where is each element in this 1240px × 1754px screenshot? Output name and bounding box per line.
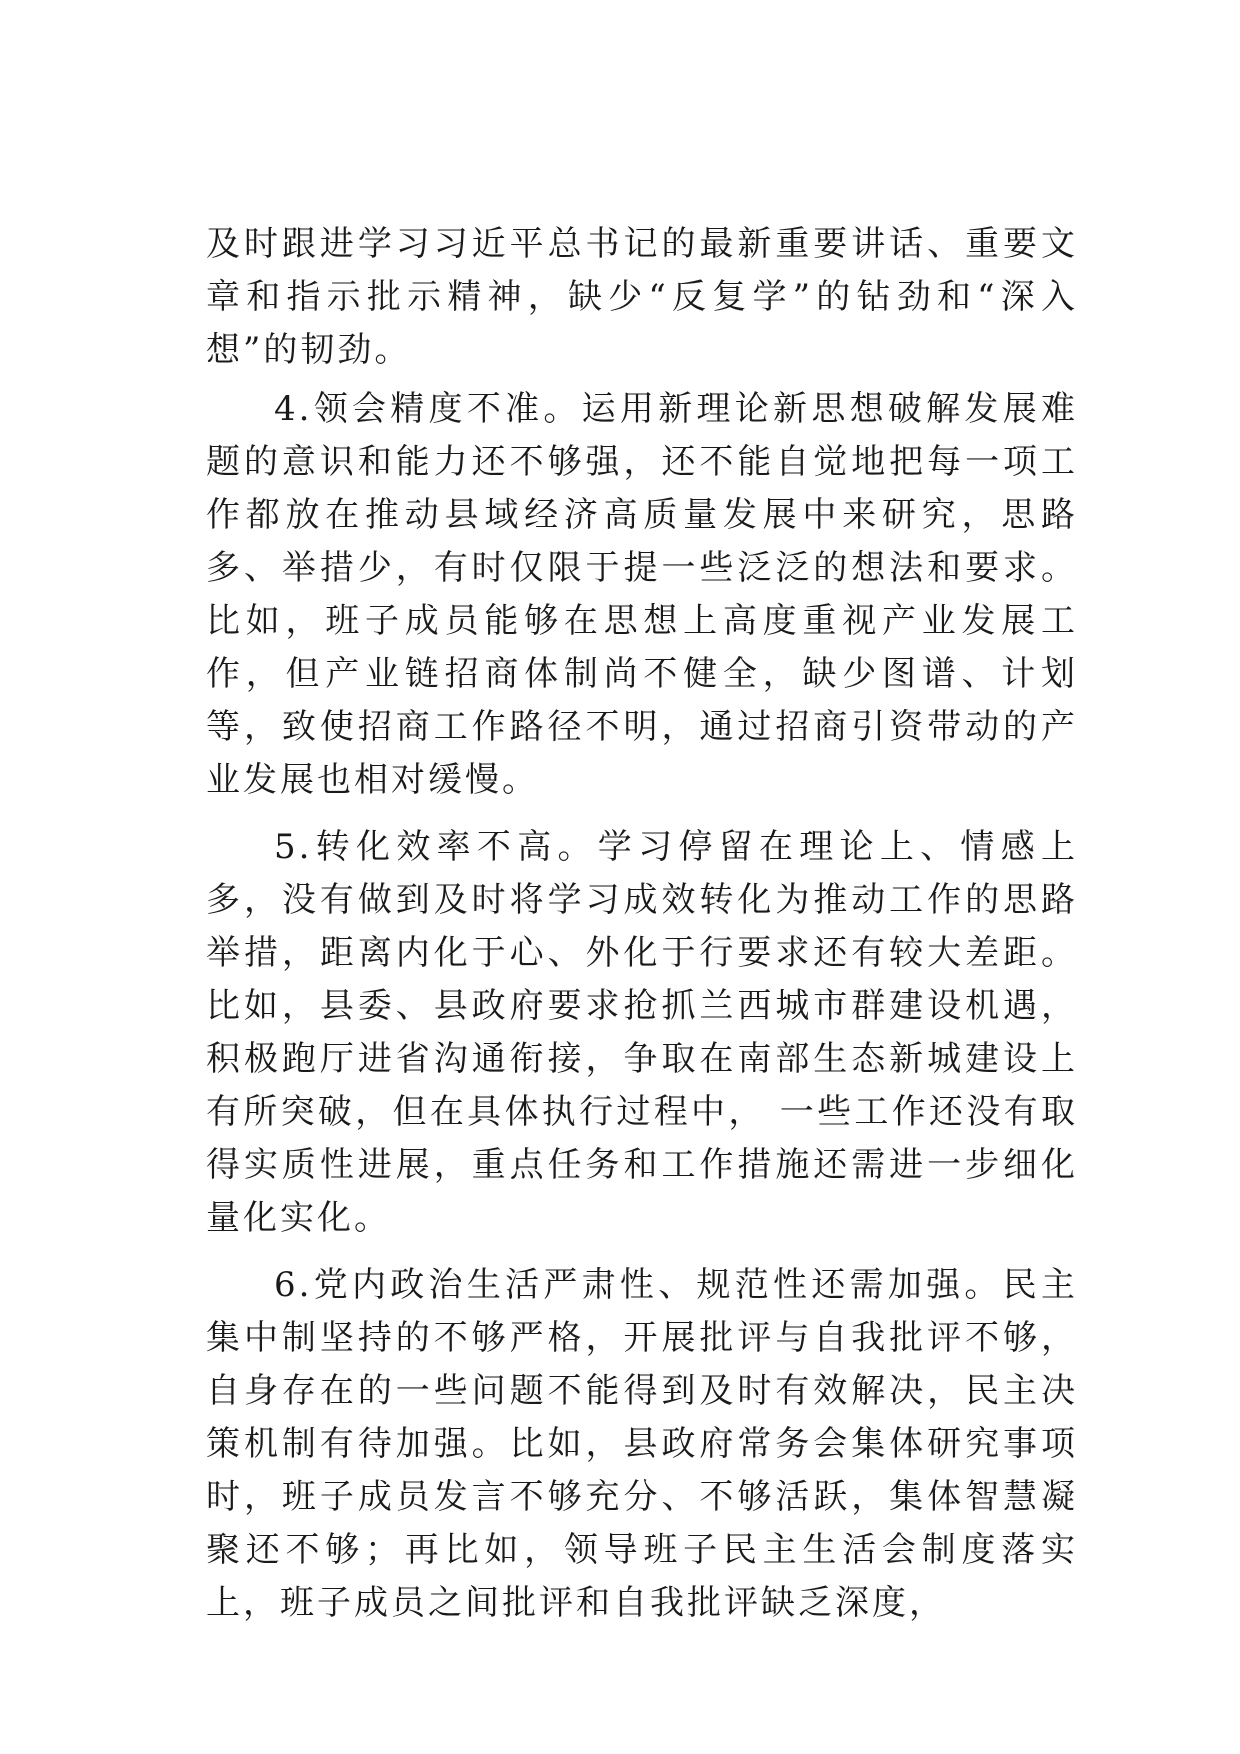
paragraph-item-4: 4.领会精度不准。运用新理论新思想破解发展难题的意识和能力还不够强，还不能自觉地把每一项工作都放在推动县域经济高质量发展中来研究，思路多、举措少，有时仅限于提一些泛泛的想法和要求。比如，班子成员能够在思想上高度重视产业发展工作，但产业链招商体制尚不健全，缺少图谱、计划等，致使招商工作路径不明，通过招商引资带动的产业发展也相对缓慢。 <box>206 389 1078 800</box>
paragraph-item-5: 5.转化效率不高。学习停留在理论上、情感上多，没有做到及时将学习成效转化为推动工作的思路举措，距离内化于心、外化于行要求还有较大差距。比如，县委、县政府要求抢抓兰西城市群建设机遇，积极跑厅进省沟通衔接，争取在南部生态新城建设上有所突破，但在具体执行过程中， 一些工作还没有取得实质性进展，重点任务和工作措施还需进一步细化量化实化。 <box>206 827 1078 1238</box>
paragraph-continuation: 及时跟进学习习近平总书记的最新重要讲话、重要文章和指示批示精神，缺少“反复学”的钻劲和“深入想”的韧劲。 <box>206 224 1078 370</box>
paragraph-item-6: 6.党内政治生活严肃性、规范性还需加强。民主集中制坚持的不够严格，开展批评与自我批评不够，自身存在的一些问题不能得到及时有效解决，民主决策机制有待加强。比如，县政府常务会集体研究事项时，班子成员发言不够充分、不够活跃，集体智慧凝聚还不够；再比如，领导班子民主生活会制度落实上，班子成员之间批评和自我批评缺乏深度， <box>206 1265 1078 1623</box>
document-body <box>206 218 1078 1630</box>
